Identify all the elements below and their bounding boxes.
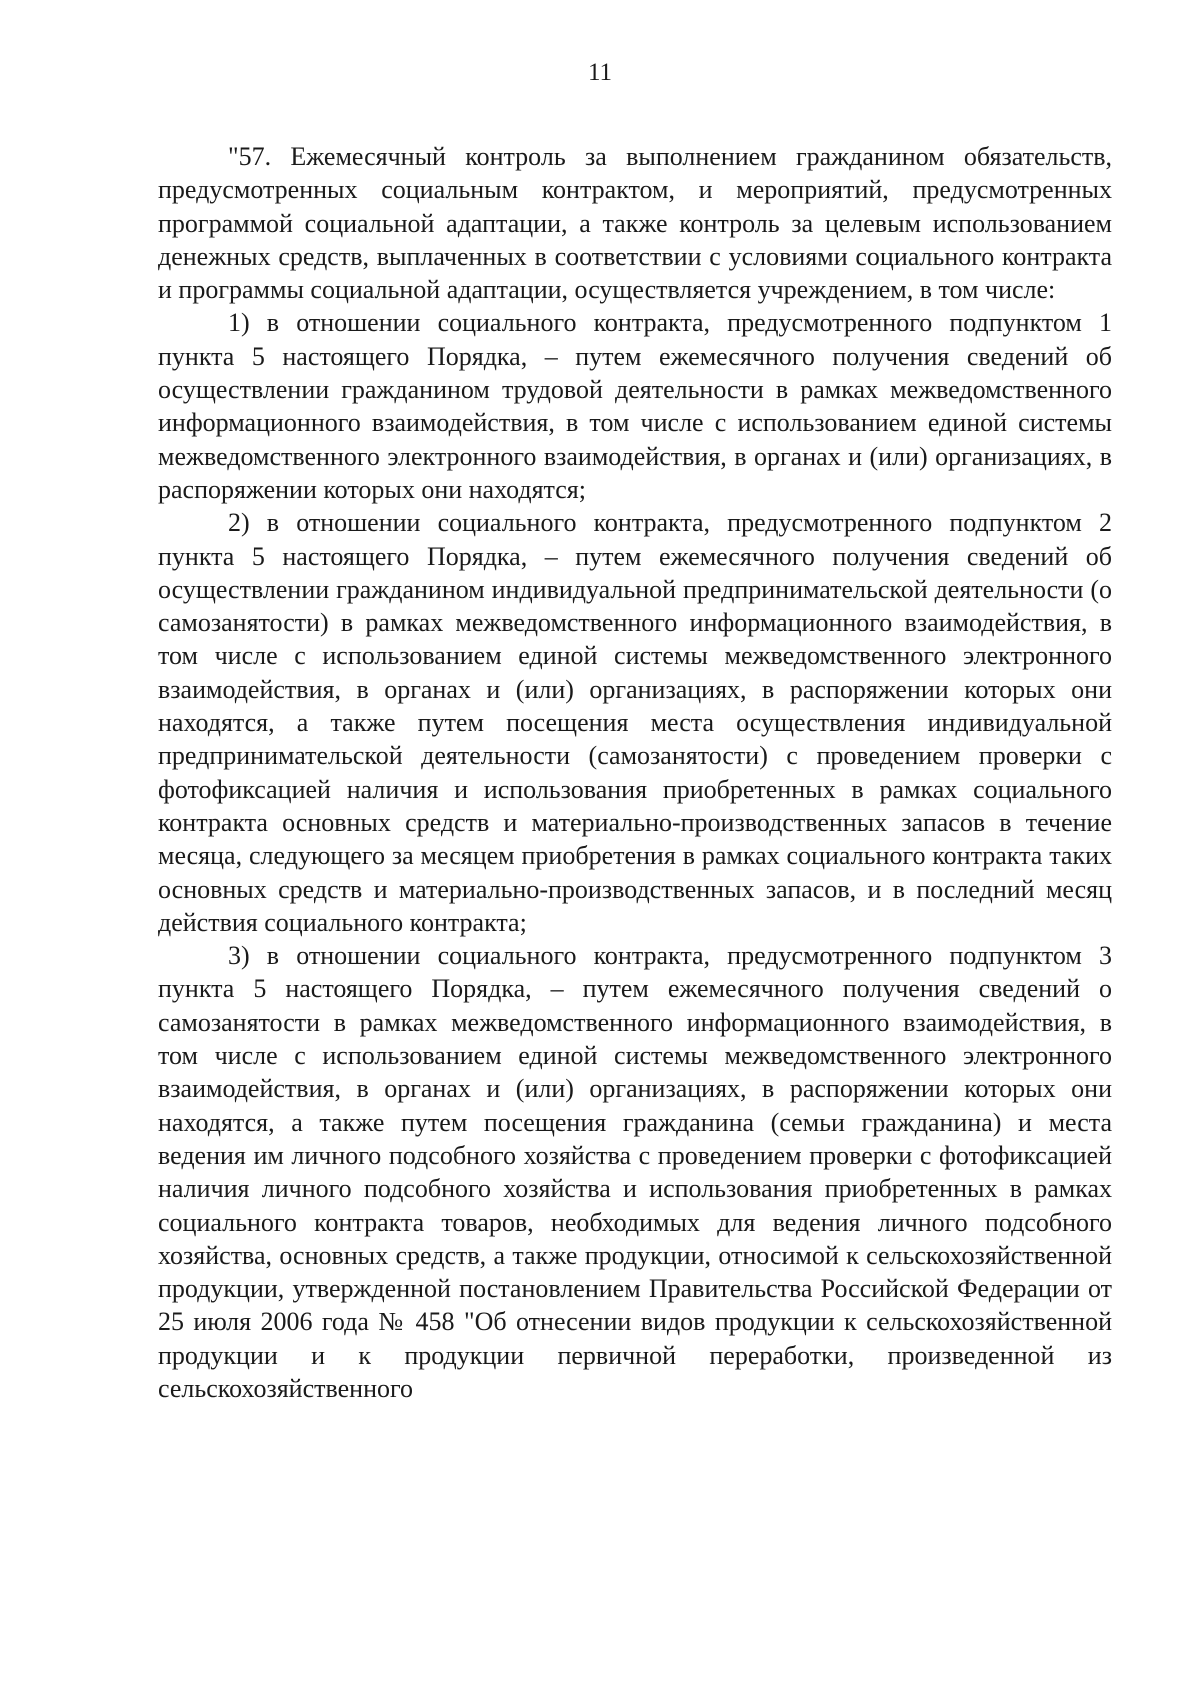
paragraph-item-3: 3) в отношении социального контракта, предусмотренного подпунктом 3 пункта 5 настоящего Порядка, – путем ежемесячного получения сведений о самозанятости в рамках межведомственного информационного взаимодействия, в том числе с использованием единой системы межведомственного электронного взаимодействия, в органах и (или) организациях, в распоряжении которых они находятся, а также путем посещения гражданина (семьи гражданина) и места ведения им личного подсобного хозяйства с проведением проверки с фотофиксацией наличия личного подсобного хозяйства и использования приобретенных в рамках социального контракта товаров, необходимых для ведения личного подсобного хозяйства, основных средств, а также продукции, относимой к сельскохозяйственной продукции, утвержденной постановлением Правительства Российской Федерации от 25 июля 2006 года № 458 "Об отнесении видов продукции к сельскохозяйственной продукции и к продукции первичной переработки, произведенной из сельскохозяйственного xyxy=(158,941,1112,1403)
page-number: 11 xyxy=(587,59,613,86)
paragraph-item-1: 1) в отношении социального контракта, предусмотренного подпунктом 1 пункта 5 настоящего Порядка, – путем ежемесячного получения сведений об осуществлении гражданином трудовой деятельности в рамках межведомственного информационного взаимодействия, в том числе с использованием единой системы межведомственного электронного взаимодействия, в органах и (или) организациях, в распоряжении которых они находятся; xyxy=(158,308,1112,504)
paragraph-57-intro: "57. Ежемесячный контроль за выполнением гражданином обязательств, предусмотренных социальным контрактом, и мероприятий, предусмотренных программой социальной адаптации, а также контроль за целевым использованием денежных средств, выплаченных в соответствии с условиями социального контракта и программы социальной адаптации, осуществляется учреждением, в том числе: xyxy=(158,142,1112,305)
document-body xyxy=(158,140,1112,1405)
paragraph-item-2: 2) в отношении социального контракта, предусмотренного подпунктом 2 пункта 5 настоящего Порядка, – путем ежемесячного получения сведений об осуществлении гражданином индивидуальной предпринимательской деятельности (о самозанятости) в рамках межведомственного информационного взаимодействия, в том числе с использованием единой системы межведомственного электронного взаимодействия, в органах и (или) организациях, в распоряжении которых они находятся, а также путем посещения места осуществления индивидуальной предпринимательской деятельности (самозанятости) с проведением проверки с фотофиксацией наличия и использования приобретенных в рамках социального контракта основных средств и материально-производственных запасов в течение месяца, следующего за месяцем приобретения в рамках социального контракта таких основных средств и материально-производственных запасов, и в последний месяц действия социального контракта; xyxy=(158,508,1112,937)
